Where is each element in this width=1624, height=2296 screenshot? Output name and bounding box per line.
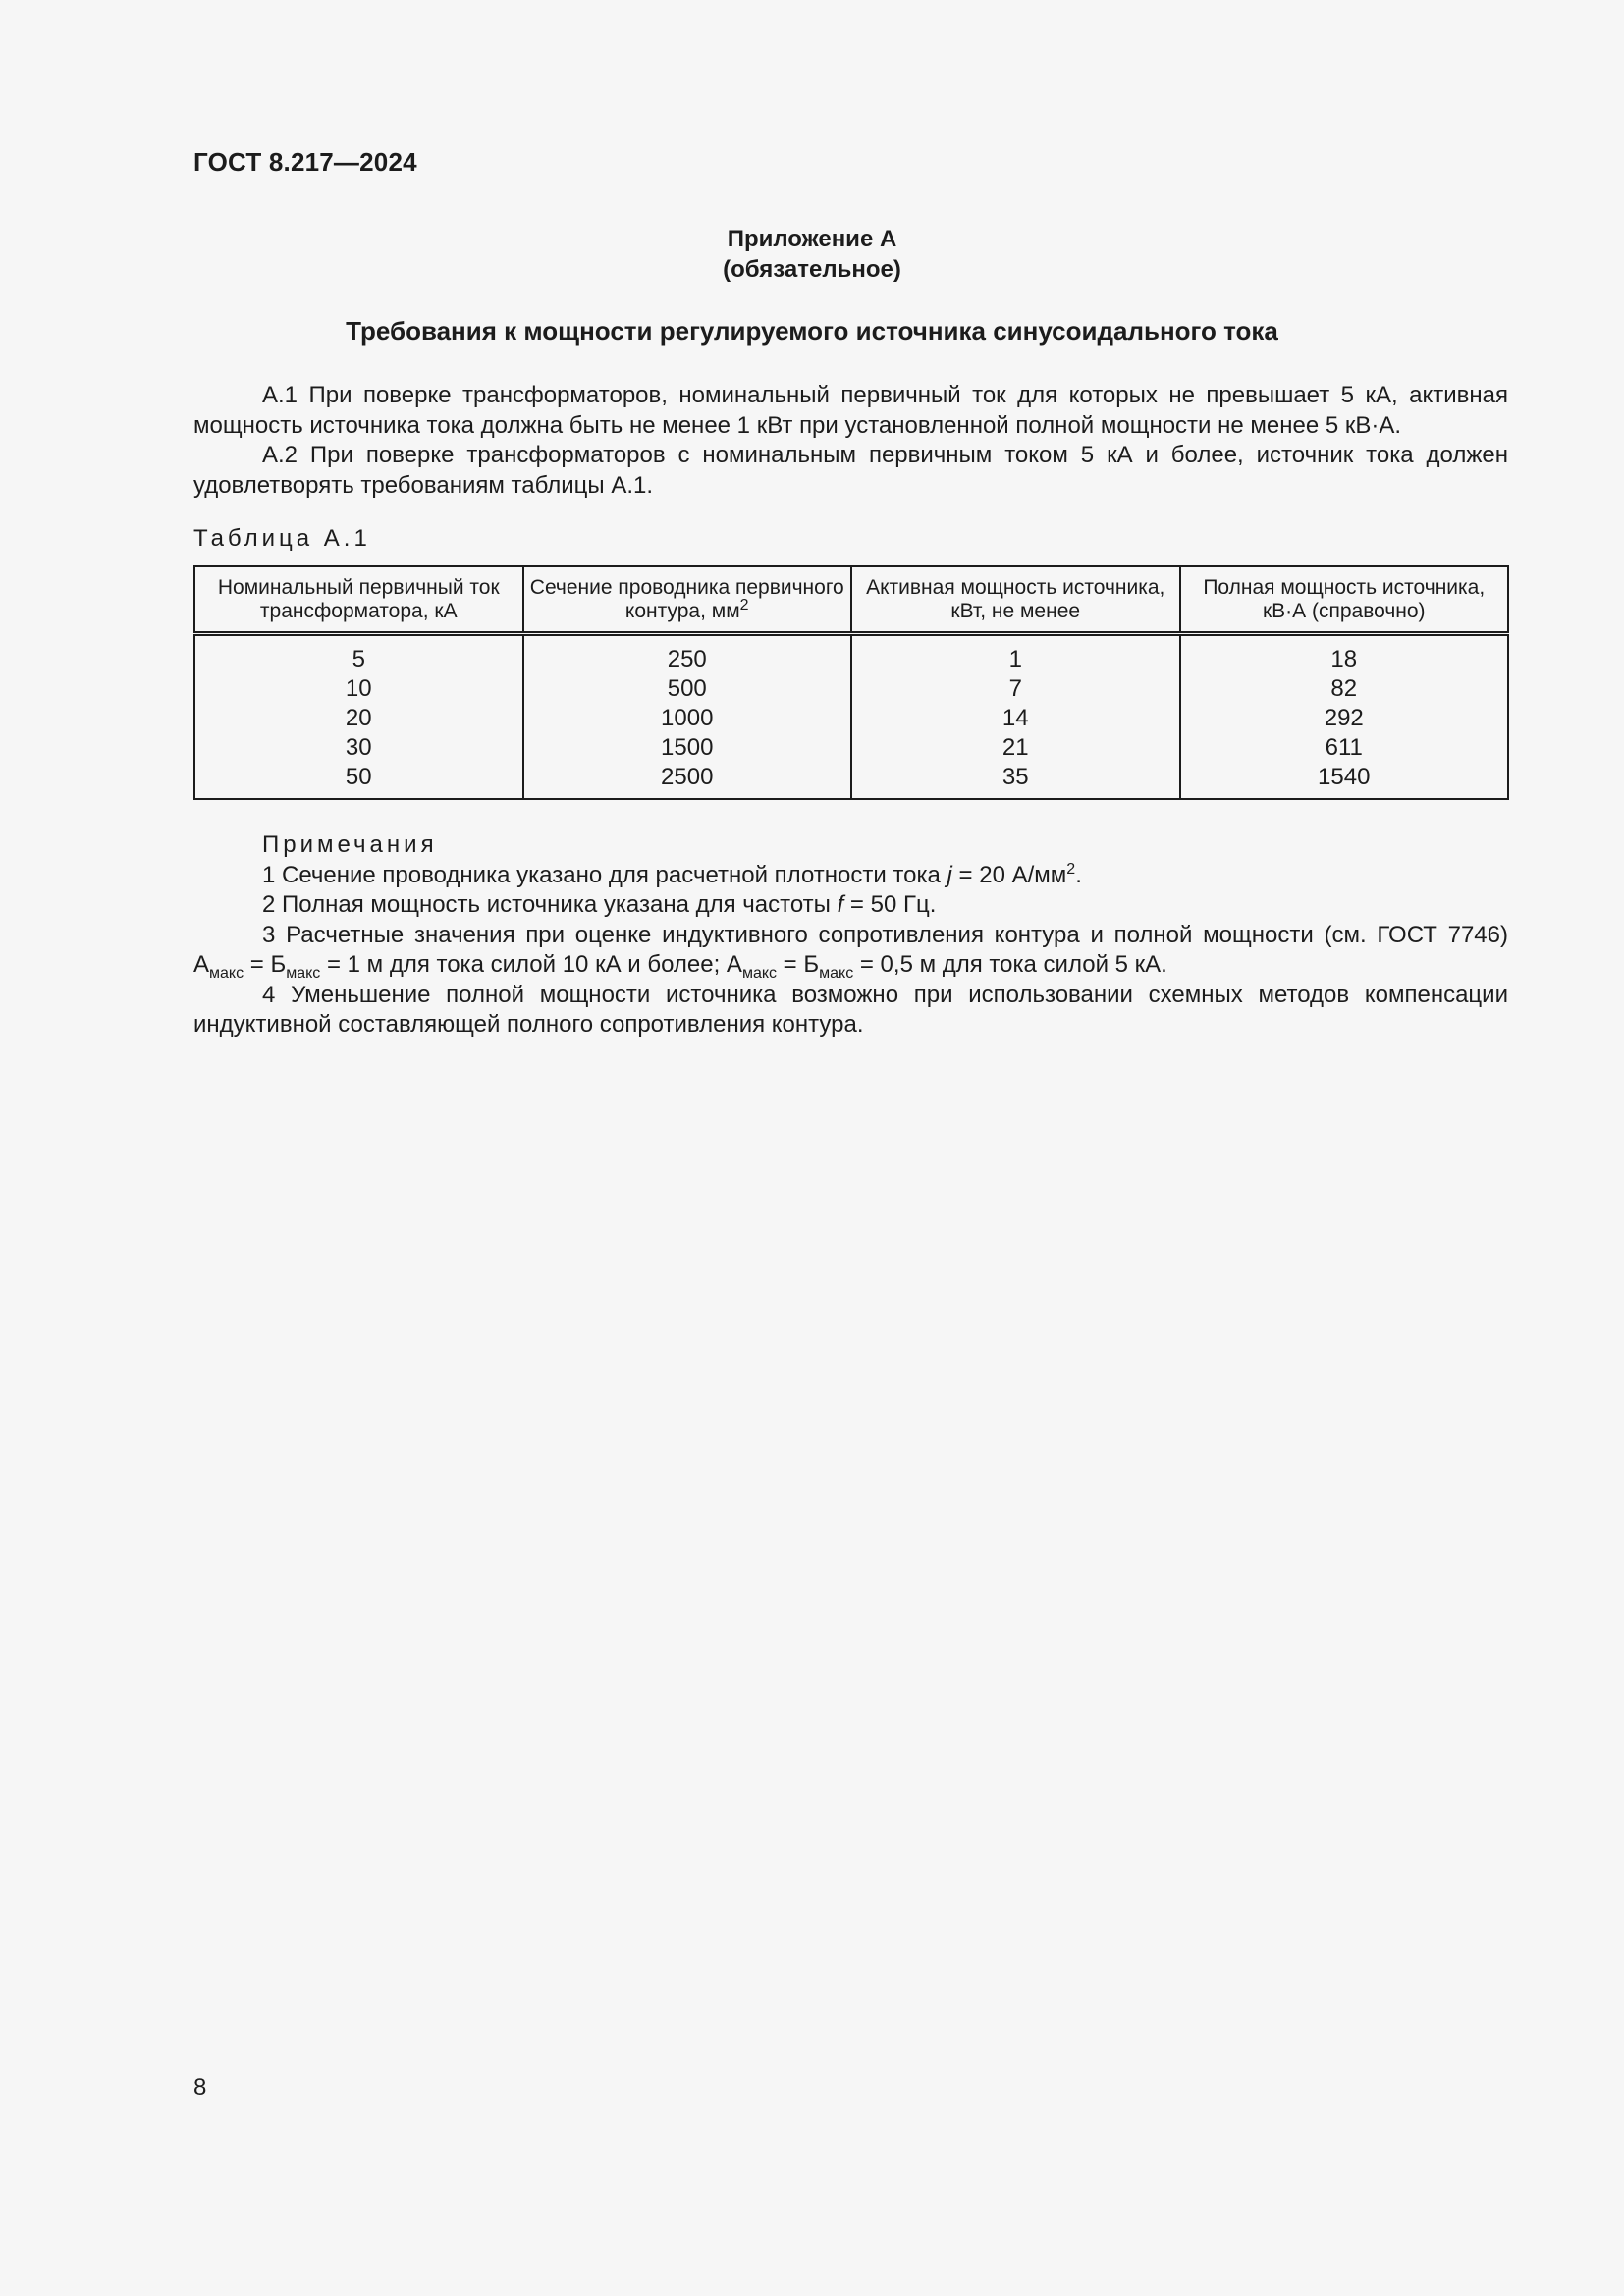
table-cell: 5	[194, 634, 523, 675]
annex-title: Приложение А	[727, 226, 897, 252]
note-1-variable: j	[947, 861, 952, 888]
table-cell: 292	[1180, 704, 1509, 733]
table-row	[194, 704, 1508, 733]
body-text	[193, 381, 1508, 501]
note-1-end: .	[1075, 861, 1082, 888]
annex-heading	[0, 224, 1624, 285]
table-cell: 1000	[523, 704, 852, 733]
note-1-sup: 2	[1066, 860, 1076, 878]
note-2-value: = 50 Гц.	[843, 891, 937, 918]
note-3-sub-4: макс	[819, 964, 854, 982]
table-cell: 14	[851, 704, 1180, 733]
notes-title: Примечания	[262, 831, 438, 858]
header-active-power: Активная мощность источника, кВт, не менее	[851, 566, 1180, 634]
note-2-variable: f	[837, 891, 844, 918]
header-apparent-power: Полная мощность источника, кВ·А (справочно)	[1180, 566, 1509, 634]
note-1	[193, 861, 1508, 891]
table-row	[194, 733, 1508, 763]
table-cell: 7	[851, 674, 1180, 704]
table-caption: Таблица А.1	[193, 525, 371, 552]
header-primary-current: Номинальный первичный ток трансформатора, кА	[194, 566, 523, 634]
document-code-header: ГОСТ 8.217—2024	[193, 147, 417, 177]
table-cell: 30	[194, 733, 523, 763]
note-3-part-c: = 1 м для тока силой 10 кА и более; А	[320, 951, 742, 978]
note-3-part-b: = Б	[244, 951, 287, 978]
note-2-text: 2 Полная мощность источника указана для частоты	[262, 891, 838, 918]
note-3-sub-1: макс	[209, 964, 244, 982]
table-cell: 21	[851, 733, 1180, 763]
table-cell: 35	[851, 763, 1180, 799]
table-cell: 611	[1180, 733, 1509, 763]
table-cell: 2500	[523, 763, 852, 799]
table-cell: 82	[1180, 674, 1509, 704]
table-cell: 1500	[523, 733, 852, 763]
paragraph-a1: А.1 При поверке трансформаторов, номинальный первичный ток для которых не превышает 5 кА, активная мощность источника тока должна быть не менее 1 кВт при установленной полной мощности не менее 5 кВ·А.	[193, 382, 1508, 439]
note-4: 4 Уменьшение полной мощности источника возможно при использовании схемных методов компенсации индуктивной составляющей полного сопротивления контура.	[193, 981, 1508, 1038]
table-cell: 1540	[1180, 763, 1509, 799]
notes-block	[193, 830, 1508, 1041]
table-row	[194, 674, 1508, 704]
note-1-value: = 20 А/мм	[951, 861, 1067, 888]
header-conductor-section-sup: 2	[739, 597, 749, 614]
table-cell: 50	[194, 763, 523, 799]
table-row	[194, 634, 1508, 675]
table-cell: 20	[194, 704, 523, 733]
header-conductor-section	[523, 566, 852, 634]
note-3-sub-2: макс	[286, 964, 321, 982]
note-3-sub-3: макс	[741, 964, 778, 982]
section-title: Требования к мощности регулируемого источника синусоидального тока	[346, 316, 1278, 346]
table-cell: 500	[523, 674, 852, 704]
table-cell: 18	[1180, 634, 1509, 675]
note-3-part-e: = 0,5 м для тока силой 5 кА.	[853, 951, 1167, 978]
paragraph-a2: А.2 При поверке трансформаторов с номинальным первичным током 5 кА и более, источник тока должен удовлетворять требованиям таблицы А.1.	[193, 442, 1508, 499]
table-header-row	[194, 566, 1508, 634]
note-3-part-d: = Б	[777, 951, 820, 978]
header-conductor-section-text: Сечение проводника первичного контура, мм	[529, 576, 844, 622]
table-cell: 10	[194, 674, 523, 704]
table-cell: 250	[523, 634, 852, 675]
note-2	[193, 890, 1508, 921]
table-cell: 1	[851, 634, 1180, 675]
table-row	[194, 763, 1508, 799]
annex-status: (обязательное)	[723, 256, 901, 283]
note-3-text: 3 Расчетные значения при оценке индуктивного сопротивления контура и полной мощности (см. ГОСТ 7746) А	[193, 921, 1508, 978]
note-1-text: 1 Сечение проводника указано для расчетной плотности тока	[262, 861, 947, 888]
note-3	[193, 921, 1508, 981]
page-number: 8	[193, 2074, 207, 2101]
power-requirements-table	[193, 565, 1509, 800]
